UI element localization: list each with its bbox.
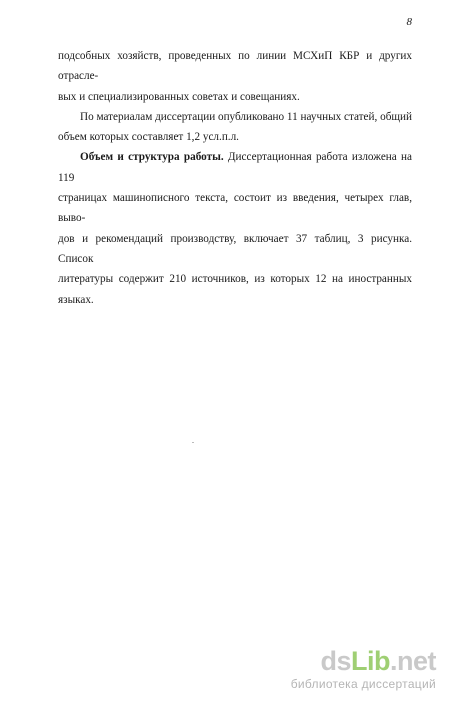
paragraph-1 xyxy=(58,46,412,107)
text-line: дов и рекомендаций производству, включает 37 таблиц, 3 рисунка. Список xyxy=(58,232,412,265)
paragraph-2 xyxy=(58,107,412,148)
dslib-logo: dsLib.net xyxy=(320,646,436,676)
text-line: вых и специализированных советах и совещаниях. xyxy=(58,90,300,103)
section-heading: Объем и структура работы. xyxy=(80,151,224,164)
text-line: литературы содержит 210 источников, из которых 12 на иностранных языках. xyxy=(58,273,412,306)
watermark-subtitle: библиотека диссертаций xyxy=(290,677,436,691)
text-line: объем которых составляет 1,2 усл.п.л. xyxy=(58,131,239,144)
text-line: Диссертационная работа изложена на 119 xyxy=(58,151,412,184)
text-line: По материалам диссертации опубликовано 11 научных статей, общий xyxy=(80,110,412,123)
scan-speck xyxy=(192,442,194,443)
text-line: подсобных хозяйств, проведенных по линии МСХиП КБР и других отрасле- xyxy=(58,50,412,83)
page-number: 8 xyxy=(406,16,412,28)
dslib-watermark[interactable] xyxy=(291,647,436,691)
text-line: страницах машинописного текста, состоит из введения, четырех глав, выво- xyxy=(58,192,412,225)
document-body xyxy=(58,46,412,310)
paragraph-3 xyxy=(58,147,412,309)
